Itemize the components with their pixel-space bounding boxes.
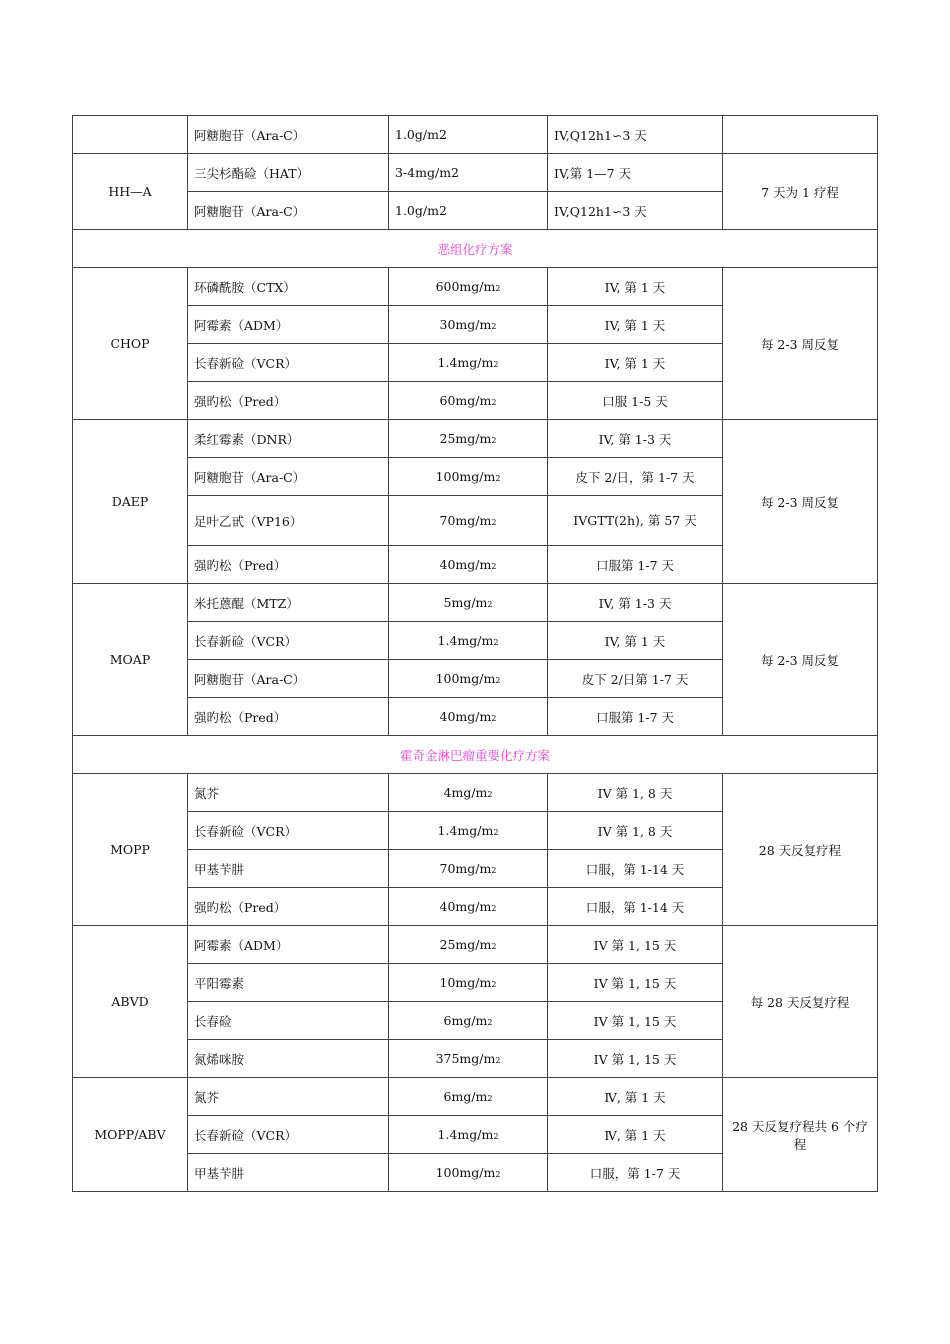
- drug-cell: 强旳松（Pred）: [188, 698, 389, 736]
- regimen-table: [72, 115, 878, 1192]
- route-cell: IV, 第 1-3 天: [548, 584, 723, 622]
- dose-value: 100mg/m: [435, 1165, 496, 1180]
- table-row: [73, 1078, 878, 1116]
- route-cell: IV, 第 1 天: [548, 268, 723, 306]
- dose-cell: [389, 1002, 548, 1040]
- dose-cell: [389, 964, 548, 1002]
- route-cell: Ⅳ, 第 1 天: [548, 1078, 723, 1116]
- dose-unit: 2: [493, 828, 499, 837]
- drug-cell: 氮芥: [188, 1078, 389, 1116]
- dose-cell: [389, 1154, 548, 1192]
- route-cell: IV 第 1, 15 天: [548, 1002, 723, 1040]
- dose-cell: [389, 268, 548, 306]
- dose-unit: 2: [495, 474, 501, 483]
- drug-cell: 长春硷: [188, 1002, 389, 1040]
- dose-cell: [389, 1078, 548, 1116]
- dose-cell: [389, 888, 548, 926]
- drug-cell: 长春新硷（VCR）: [188, 1116, 389, 1154]
- route-cell: IV, 第 1 天: [548, 622, 723, 660]
- dose-unit: 2: [491, 322, 497, 331]
- dose-unit: 2: [491, 904, 497, 913]
- dose-unit: 2: [493, 638, 499, 647]
- route-cell: IV, 第 1 天: [548, 306, 723, 344]
- drug-cell: 甲基苄肼: [188, 850, 389, 888]
- dose-unit: 2: [495, 1056, 501, 1065]
- dose-value: 40mg/m: [439, 899, 492, 914]
- route-cell: IV,Q12h1∽3 天: [548, 116, 723, 154]
- regimen-name: HH—A: [73, 154, 188, 230]
- drug-cell: 阿糖胞苷（Ara-C）: [188, 192, 389, 230]
- dose-unit: 2: [491, 562, 497, 571]
- dose-cell: [389, 496, 548, 546]
- drug-cell: 阿糖胞苷（Ara-C）: [188, 458, 389, 496]
- dose-value: 10mg/m: [439, 975, 492, 990]
- drug-cell: 强旳松（Pred）: [188, 382, 389, 420]
- drug-cell: 强旳松（Pred）: [188, 888, 389, 926]
- drug-cell: 长春新硷（VCR）: [188, 812, 389, 850]
- cycle-cell: 每 2-3 周反复: [723, 584, 878, 736]
- route-cell: IV,第 1—7 天: [548, 154, 723, 192]
- dose-cell: [389, 344, 548, 382]
- dose-value: 100mg/m: [435, 671, 496, 686]
- dose-unit: 2: [491, 980, 497, 989]
- dose-value: 60mg/m: [439, 393, 492, 408]
- drug-cell: 长春新硷（VCR）: [188, 344, 389, 382]
- dose-unit: 2: [487, 1094, 493, 1103]
- dose-unit: 2: [487, 790, 493, 799]
- dose-unit: 2: [491, 398, 497, 407]
- drug-cell: 氮烯咪胺: [188, 1040, 389, 1078]
- route-cell: 口服第 1-7 天: [548, 546, 723, 584]
- dose-unit: 2: [493, 360, 499, 369]
- cycle-empty: [723, 116, 878, 154]
- route-cell: 口服第 1-7 天: [548, 698, 723, 736]
- dose-value: 40mg/m: [439, 557, 492, 572]
- dose-value: 600mg/m: [435, 279, 496, 294]
- section-title: 霍奇金淋巴瘤重要化疗方案: [73, 736, 878, 774]
- dose-value: 1.4mg/m: [437, 355, 494, 370]
- route-cell: 口服 1-5 天: [548, 382, 723, 420]
- dose-cell: [389, 622, 548, 660]
- section-header-row: [73, 230, 878, 268]
- cycle-cell: 7 天为 1 疗程: [723, 154, 878, 230]
- drug-cell: 米托蒽醌（MTZ）: [188, 584, 389, 622]
- dose-unit: 2: [491, 436, 497, 445]
- dose-unit: 2: [491, 866, 497, 875]
- regimen-name: ABVD: [73, 926, 188, 1078]
- table-row: [73, 268, 878, 306]
- dose-unit: 2: [491, 714, 497, 723]
- route-cell: IV,Q12h1∽3 天: [548, 192, 723, 230]
- regimen-name: DAEP: [73, 420, 188, 584]
- drug-cell: 阿霉素（ADM）: [188, 306, 389, 344]
- drug-cell: 强旳松（Pred）: [188, 546, 389, 584]
- drug-cell: 柔红霉素（DNR）: [188, 420, 389, 458]
- cycle-cell: 28 天反复疗程: [723, 774, 878, 926]
- drug-cell: 氮芥: [188, 774, 389, 812]
- route-cell: IVGTT(2h), 第 57 天: [548, 496, 723, 546]
- dose-value: 70mg/m: [439, 513, 492, 528]
- route-cell: 口服，第 1-14 天: [548, 888, 723, 926]
- cycle-cell: 每 2-3 周反复: [723, 420, 878, 584]
- route-cell: 皮下 2/日，第 1-7 天: [548, 458, 723, 496]
- drug-cell: 阿糖胞苷（Ara-C）: [188, 660, 389, 698]
- dose-cell: [389, 774, 548, 812]
- dose-cell: [389, 546, 548, 584]
- dose-value: 25mg/m: [439, 431, 492, 446]
- dose-cell: [389, 926, 548, 964]
- dose-value: 4mg/m: [443, 785, 488, 800]
- dose-cell: [389, 812, 548, 850]
- dose-value: 1.4mg/m: [437, 823, 494, 838]
- table-row: [73, 584, 878, 622]
- dose-cell: [389, 306, 548, 344]
- dose-value: 6mg/m: [443, 1089, 488, 1104]
- dose-cell: 1.0g/m2: [389, 192, 548, 230]
- cycle-cell: 每 2-3 周反复: [723, 268, 878, 420]
- table-row: [73, 774, 878, 812]
- dose-unit: 2: [495, 676, 501, 685]
- drug-cell: 足叶乙甙（VP16）: [188, 496, 389, 546]
- dose-unit: 2: [495, 284, 501, 293]
- cycle-cell: 28 天反复疗程共 6 个疗程: [723, 1078, 878, 1192]
- dose-cell: [389, 584, 548, 622]
- dose-cell: [389, 1116, 548, 1154]
- dose-cell: [389, 382, 548, 420]
- dose-cell: [389, 660, 548, 698]
- regimen-name: MOPP: [73, 774, 188, 926]
- regimen-name: CHOP: [73, 268, 188, 420]
- regimen-name: MOAP: [73, 584, 188, 736]
- dose-unit: 2: [495, 1170, 501, 1179]
- drug-cell: 阿糖胞苷（Ara-C）: [188, 116, 389, 154]
- drug-cell: 三尖杉酯硷（HAT）: [188, 154, 389, 192]
- dose-cell: [389, 458, 548, 496]
- table-row: [73, 154, 878, 192]
- route-cell: 皮下 2/日第 1-7 天: [548, 660, 723, 698]
- cycle-cell: 每 28 天反复疗程: [723, 926, 878, 1078]
- route-cell: 口服，第 1-7 天: [548, 1154, 723, 1192]
- route-cell: IV 第 1, 15 天: [548, 926, 723, 964]
- section-title: 恶组化疗方案: [73, 230, 878, 268]
- route-cell: IV, 第 1 天: [548, 344, 723, 382]
- dose-value: 6mg/m: [443, 1013, 488, 1028]
- route-cell: 口服，第 1-14 天: [548, 850, 723, 888]
- dose-unit: 2: [487, 1018, 493, 1027]
- dose-cell: 3-4mg/m2: [389, 154, 548, 192]
- dose-value: 25mg/m: [439, 937, 492, 952]
- route-cell: IV 第 1, 8 天: [548, 774, 723, 812]
- drug-cell: 甲基苄肼: [188, 1154, 389, 1192]
- route-cell: IV 第 1, 8 天: [548, 812, 723, 850]
- section-header-row: [73, 736, 878, 774]
- dose-cell: [389, 698, 548, 736]
- route-cell: IV, 第 1-3 天: [548, 420, 723, 458]
- dose-unit: 2: [487, 600, 493, 609]
- dose-value: 40mg/m: [439, 709, 492, 724]
- route-cell: IV 第 1, 15 天: [548, 964, 723, 1002]
- drug-cell: 环磷酰胺（CTX）: [188, 268, 389, 306]
- table-row: [73, 420, 878, 458]
- dose-cell: 1.0g/m2: [389, 116, 548, 154]
- route-cell: Ⅳ, 第 1 天: [548, 1116, 723, 1154]
- table-row: [73, 926, 878, 964]
- dose-value: 375mg/m: [435, 1051, 496, 1066]
- dose-cell: [389, 1040, 548, 1078]
- drug-cell: 长春新硷（VCR）: [188, 622, 389, 660]
- dose-value: 5mg/m: [443, 595, 488, 610]
- dose-value: 70mg/m: [439, 861, 492, 876]
- dose-unit: 2: [491, 942, 497, 951]
- drug-cell: 阿霉素（ADM）: [188, 926, 389, 964]
- table-row: [73, 116, 878, 154]
- dose-value: 30mg/m: [439, 317, 492, 332]
- route-cell: IV 第 1, 15 天: [548, 1040, 723, 1078]
- dose-unit: 2: [493, 1132, 499, 1141]
- dose-value: 1.4mg/m: [437, 1127, 494, 1142]
- regimen-name-empty: [73, 116, 188, 154]
- dose-unit: 2: [491, 518, 497, 527]
- dose-cell: [389, 850, 548, 888]
- dose-value: 100mg/m: [435, 469, 496, 484]
- regimen-name: MOPP/ABV: [73, 1078, 188, 1192]
- dose-value: 1.4mg/m: [437, 633, 494, 648]
- drug-cell: 平阳霉素: [188, 964, 389, 1002]
- dose-cell: [389, 420, 548, 458]
